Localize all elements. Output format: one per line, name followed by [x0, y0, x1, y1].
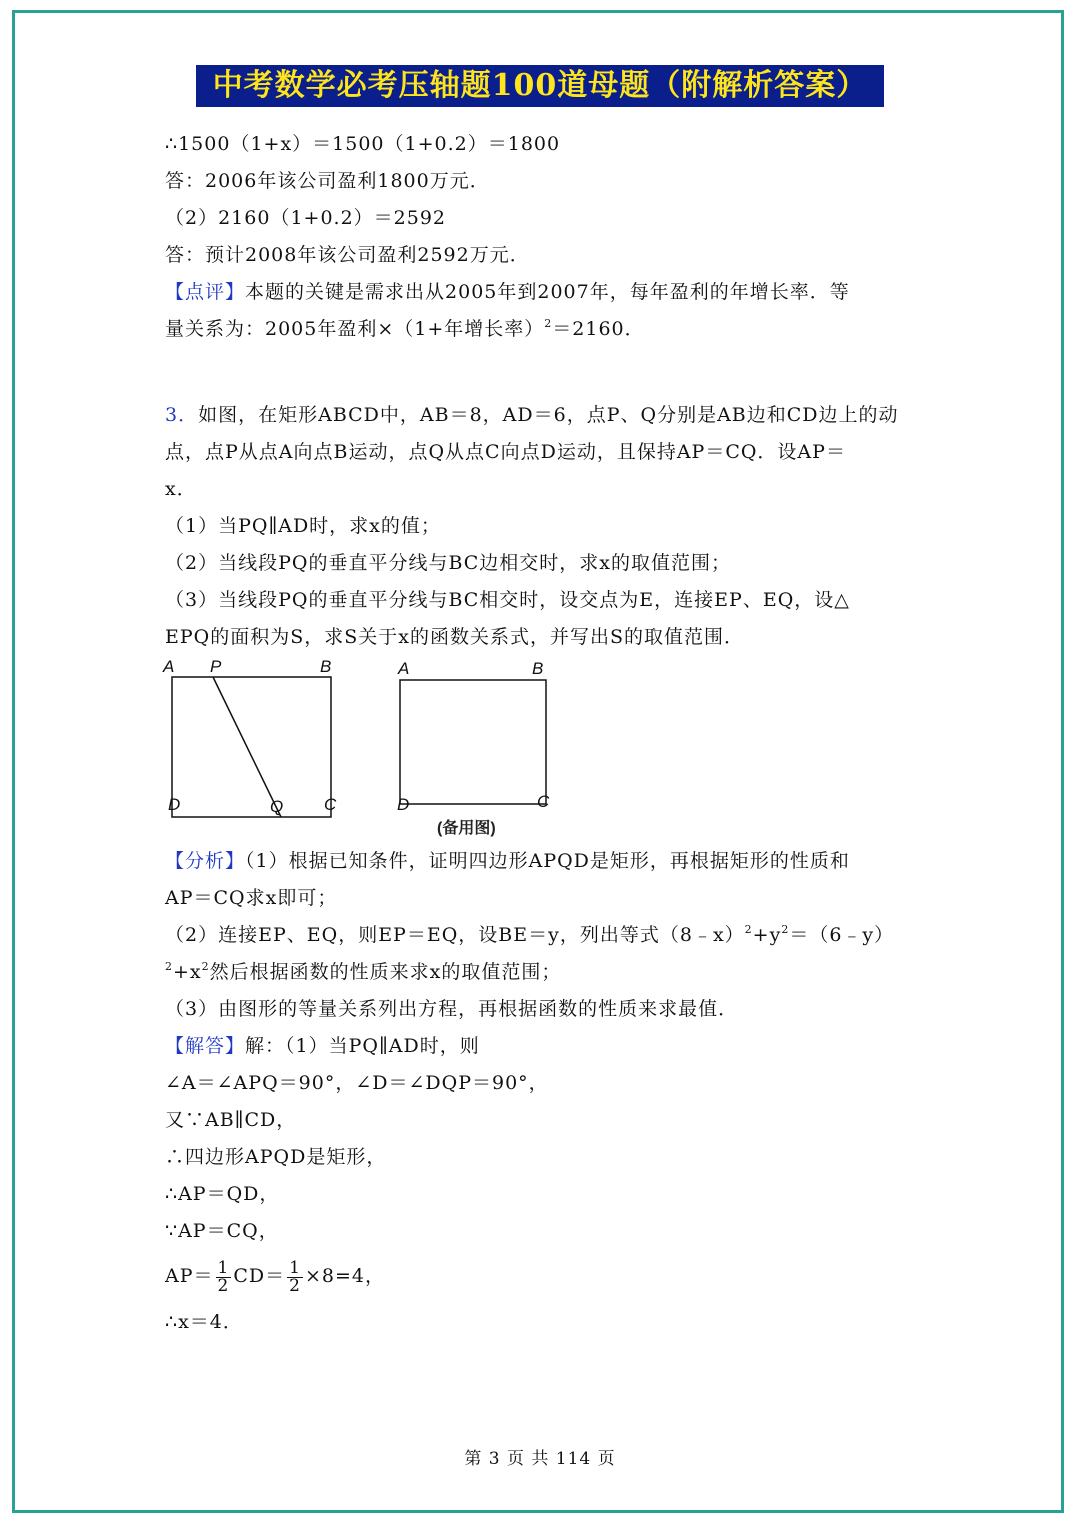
superscript: 2	[165, 960, 173, 973]
analysis-tag: 【分析】	[165, 850, 246, 872]
superscript: 2	[744, 923, 753, 936]
answer-text: CD＝	[233, 1265, 286, 1287]
answer-text: 解：（1）当PQ∥AD时，则	[245, 1035, 480, 1057]
review-line	[165, 316, 645, 342]
fraction-half	[216, 1257, 232, 1296]
fraction-numerator: 1	[289, 1257, 301, 1278]
analysis-line: （3）由图形的等量关系列出方程，再根据函数的性质来求最值．	[165, 998, 739, 1020]
answer-line	[165, 1033, 480, 1059]
superscript: 2	[544, 317, 553, 330]
fraction-denominator: 2	[289, 1275, 301, 1296]
label-a: A	[398, 659, 410, 678]
question-text: 如图，在矩形ABCD中，AB＝8，AD＝6，点P、Q分别是AB边和CD边上的动	[198, 404, 899, 426]
label-q: Q	[270, 797, 284, 816]
superscript: 2	[781, 923, 790, 936]
review-text: 本题的关键是需求出从2005年到2007年，每年盈利的年增长率．等	[245, 281, 850, 303]
text-line: ∴1500（1+x）＝1500（1+0.2）＝1800	[165, 133, 561, 155]
answer-line: ∴AP＝QD，	[165, 1183, 280, 1205]
review-text: ＝2160．	[552, 318, 645, 340]
analysis-text: （2）连接EP、EQ，则EP＝EQ，设BE＝y，列出等式（8﹣x）	[165, 924, 745, 946]
answer-text: ×8=4，	[304, 1265, 385, 1287]
question-line: 点，点P从点A向点B运动，点Q从点C向点D运动，且保持AP＝CQ．设AP＝	[165, 441, 846, 463]
text-line: 答：2006年该公司盈利1800万元．	[165, 170, 490, 192]
figure-rectangle-pq-bottom-labels	[160, 790, 360, 820]
label-b: B	[532, 659, 544, 678]
label-c: C	[537, 792, 550, 811]
fraction-half	[287, 1257, 303, 1296]
analysis-line	[165, 848, 850, 874]
answer-line: ∠A＝∠APQ＝90°，∠D＝∠DQP＝90°，	[165, 1072, 549, 1094]
question-line: x．	[165, 478, 197, 500]
review-text: 量关系为：2005年盈利×（1+年增长率）	[165, 318, 545, 340]
label-c: C	[324, 795, 337, 814]
superscript: 2	[201, 960, 210, 973]
analysis-text: 然后根据函数的性质来求x的取值范围；	[209, 961, 562, 983]
answer-line: ∴x＝4．	[165, 1311, 243, 1333]
answer-line: ∴四边形APQD是矩形，	[165, 1146, 387, 1168]
fraction-numerator: 1	[217, 1257, 230, 1278]
question-line: EPQ的面积为S，求S关于x的函数关系式，并写出S的取值范围．	[165, 626, 744, 648]
answer-line: ∵AP＝CQ，	[165, 1220, 279, 1242]
answer-tag: 【解答】	[165, 1035, 246, 1057]
question-line: （1）当PQ∥AD时，求x的值；	[165, 515, 441, 537]
analysis-text: （1）根据已知条件，证明四边形APQD是矩形，再根据矩形的性质和	[245, 850, 850, 872]
text-line: 答：预计2008年该公司盈利2592万元．	[165, 244, 530, 266]
question-number: 3．	[165, 404, 199, 426]
analysis-text: ＝（6﹣y）	[789, 924, 895, 946]
label-a: A	[163, 657, 175, 676]
analysis-line	[165, 959, 561, 985]
label-d: D	[168, 795, 181, 814]
figure-caption: (备用图)	[437, 820, 496, 837]
question-line: （3）当线段PQ的垂直平分线与BC相交时，设交点为E，连接EP、EQ，设△	[165, 589, 850, 611]
answer-line-fraction	[165, 1256, 385, 1296]
text-line: （2）2160（1+0.2）＝2592	[165, 207, 447, 229]
label-b: B	[320, 657, 332, 676]
analysis-line	[165, 922, 894, 948]
label-d: D	[397, 795, 410, 814]
page-title: 中考数学必考压轴题100道母题（附解析答案）	[196, 65, 884, 107]
page-footer: 第 3 页 共 114 页	[464, 1449, 616, 1469]
analysis-line: AP＝CQ求x即可；	[165, 887, 338, 909]
fraction-denominator: 2	[217, 1275, 230, 1296]
question-line	[165, 402, 899, 428]
analysis-text: +y	[752, 924, 782, 946]
label-p: P	[210, 657, 222, 676]
question-line: （2）当线段PQ的垂直平分线与BC边相交时，求x的取值范围；	[165, 552, 732, 574]
review-tag: 【点评】	[165, 281, 246, 303]
review-line	[165, 279, 850, 305]
rectangle-abcd-backup	[400, 680, 546, 804]
answer-text: AP＝	[165, 1265, 214, 1287]
analysis-text: +x	[173, 961, 202, 983]
answer-line: 又∵AB∥CD，	[165, 1109, 297, 1131]
